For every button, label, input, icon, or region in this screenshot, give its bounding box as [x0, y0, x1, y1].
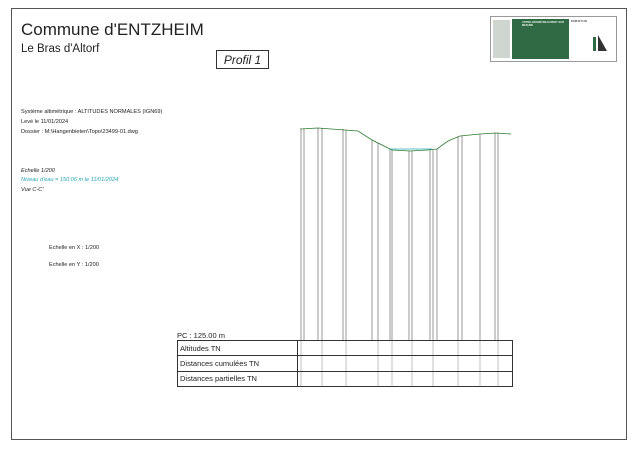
band-cell — [298, 341, 513, 356]
altimetric-system: Système altimétrique : ALTITUDES NORMALES (IGN69) — [21, 109, 163, 115]
scale-y: Echelle en Y : 1/200 — [49, 262, 99, 268]
profile-band-table — [177, 340, 513, 387]
commune-title: Commune d'ENTZHEIM — [21, 20, 204, 39]
survey-date: Levé le 11/01/2024 — [21, 119, 69, 125]
terrain-line — [300, 128, 511, 151]
logo-tagline: VOTRE GÉOMÈTRE-EXPERT SUR MESURE — [522, 21, 564, 27]
band-row-partial — [178, 371, 513, 386]
view-name: Vue C-C' — [21, 187, 44, 193]
band-label-partial: Distances partielles TN — [178, 371, 298, 386]
band-label-altitudes: Altitudes TN — [178, 341, 298, 356]
band-label-cumulative: Distances cumulées TN — [178, 356, 298, 371]
file-path: Dossier : M:\Hangenbieten\Topo\23499-01.dwg — [21, 129, 138, 135]
profile-label: Profil 1 — [216, 50, 269, 69]
band-cell — [298, 371, 513, 386]
logo-phone: 03 88 60 71 66 — [571, 20, 587, 23]
water-level-note: Niveau d'eau = 150.06 m le 11/01/2024 — [21, 177, 119, 183]
site-subtitle: Le Bras d'Altorf — [21, 43, 100, 55]
drawing-scale: Echelle 1/200 — [21, 168, 55, 174]
station-lines — [301, 128, 498, 340]
band-cell — [298, 356, 513, 371]
band-row-altitudes — [178, 341, 513, 356]
band-row-cumulative — [178, 356, 513, 371]
reference-plane: PC : 125.00 m — [177, 331, 225, 340]
scale-x: Echelle en X : 1/200 — [49, 245, 100, 251]
